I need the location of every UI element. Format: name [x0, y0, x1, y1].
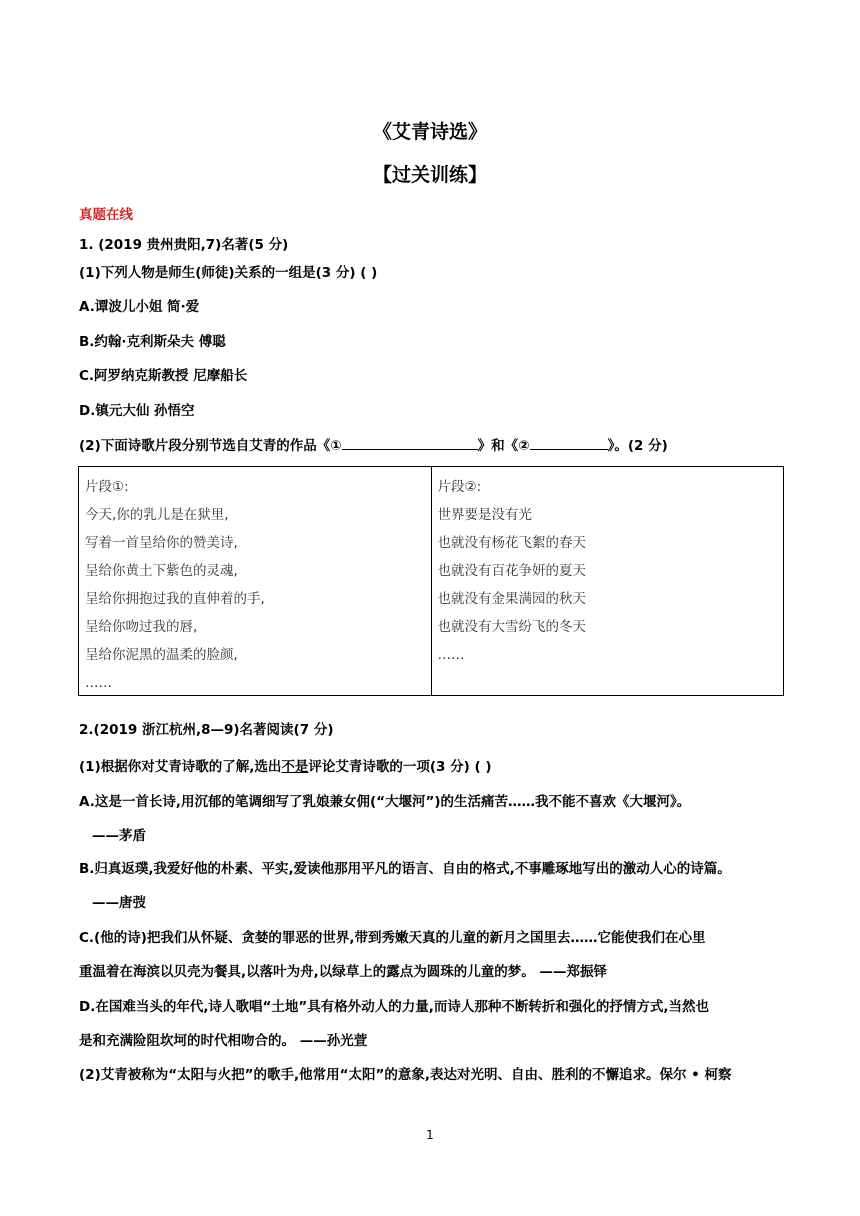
q2-option-a-attribution: ——茅盾 [92, 828, 146, 844]
question-1-header: 1. (2019 贵州贵阳,7)名著(5 分) [79, 237, 289, 253]
q2-option-b: B.归真返璞,我爱好他的朴素、平实,爱读他那用平凡的语言、自由的格式,不事雕琢地写出的激动人心的诗篇。 [79, 861, 731, 877]
fragment-2-line: 世界要是没有光 [437, 507, 532, 523]
part-1-text-before: (1)根据你对艾青诗歌的了解,选出 [79, 759, 282, 775]
q2-option-b-attribution: ——唐弢 [92, 895, 146, 911]
fragment-2-label: 片段②: [437, 479, 482, 495]
option-c: C.阿罗纳克斯教授 尼摩船长 [79, 368, 248, 384]
answer-blank-1[interactable] [342, 435, 478, 450]
answer-blank-2[interactable] [530, 435, 608, 450]
q2-option-c-line-2: 重温着在海滨以贝壳为餐具,以落叶为舟,以绿草上的露点为圆珠的儿童的梦。 ——郑振铎 [79, 964, 607, 980]
section-heading: 真题在线 [79, 207, 133, 223]
document-title: 《艾青诗选》 [372, 121, 487, 143]
page-number: 1 [426, 1128, 434, 1142]
fragment-1-cell [79, 467, 431, 695]
part-2-text-after: 》。(2 分) [607, 438, 668, 454]
part-2-text-middle: 》和《② [477, 438, 530, 454]
poem-fragments-table [78, 466, 784, 696]
fragment-1-line: 呈给你黄土下紫色的灵魂, [85, 563, 238, 579]
fragment-2-cell [431, 467, 784, 695]
part-2-text-before: (2)下面诗歌片段分别节选自艾青的作品《① [79, 438, 342, 454]
fragment-1-line: 呈给你吻过我的唇, [85, 619, 198, 635]
question-1-part-2 [79, 434, 799, 454]
fragment-1-line: 呈给你拥抱过我的直伸着的手, [85, 591, 265, 607]
question-1-part-1: (1)下列人物是师生(师徒)关系的一组是(3 分) ( ) [79, 265, 378, 281]
document-subtitle: 【过关训练】 [372, 164, 487, 186]
q2-option-d-line-1: D.在国难当头的年代,诗人歌唱“土地”具有格外动人的力量,而诗人那种不断转折和强化的抒情方式,当然也 [79, 999, 709, 1015]
fragment-1-line: 写着一首呈给你的赞美诗, [85, 535, 238, 551]
q2-option-a: A.这是一首长诗,用沉郁的笔调细写了乳娘兼女佣(“大堰河”)的生活痛苦……我不能不喜欢《大堰河》。 [79, 794, 691, 810]
q2-option-c-line-1: C.(他的诗)把我们从怀疑、贪婪的罪恶的世界,带到秀嫩天真的儿童的新月之国里去……它能使我们在心里 [79, 930, 706, 946]
option-a: A.谭波儿小姐 简·爱 [79, 299, 200, 315]
part-1-text-after: 评论艾青诗歌的一项(3 分) ( ) [308, 759, 492, 775]
fragment-2-line: 也就没有百花争妍的夏天 [437, 563, 586, 579]
q2-option-d-line-2: 是和充满险阻坎坷的时代相吻合的。 ——孙光萱 [79, 1033, 368, 1049]
option-b: B.约翰·克利斯朵夫 傅聪 [79, 334, 226, 350]
fragment-2-line: 也就没有大雪纷飞的冬天 [437, 619, 586, 635]
fragment-2-line: 也就没有金果满园的秋天 [437, 591, 586, 607]
fragment-1-label: 片段①: [85, 479, 129, 495]
fragment-1-line: 今天,你的乳儿是在狱里, [85, 507, 229, 523]
fragment-2-line: …… [437, 647, 465, 663]
fragment-1-line: …… [85, 675, 112, 691]
underlined-not: 不是 [281, 759, 309, 775]
option-d: D.镇元大仙 孙悟空 [79, 403, 195, 419]
question-2-header: 2.(2019 浙江杭州,8—9)名著阅读(7 分) [79, 722, 334, 738]
fragment-1-line: 呈给你泥黑的温柔的脸颜, [85, 647, 238, 663]
fragment-2-line: 也就没有杨花飞絮的春天 [437, 535, 586, 551]
question-2-part-2: (2)艾青被称为“太阳与火把”的歌手,他常用“太阳”的意象,表达对光明、自由、胜利的不懈追求。保尔 • 柯察 [79, 1067, 732, 1083]
question-2-part-1 [79, 755, 799, 775]
